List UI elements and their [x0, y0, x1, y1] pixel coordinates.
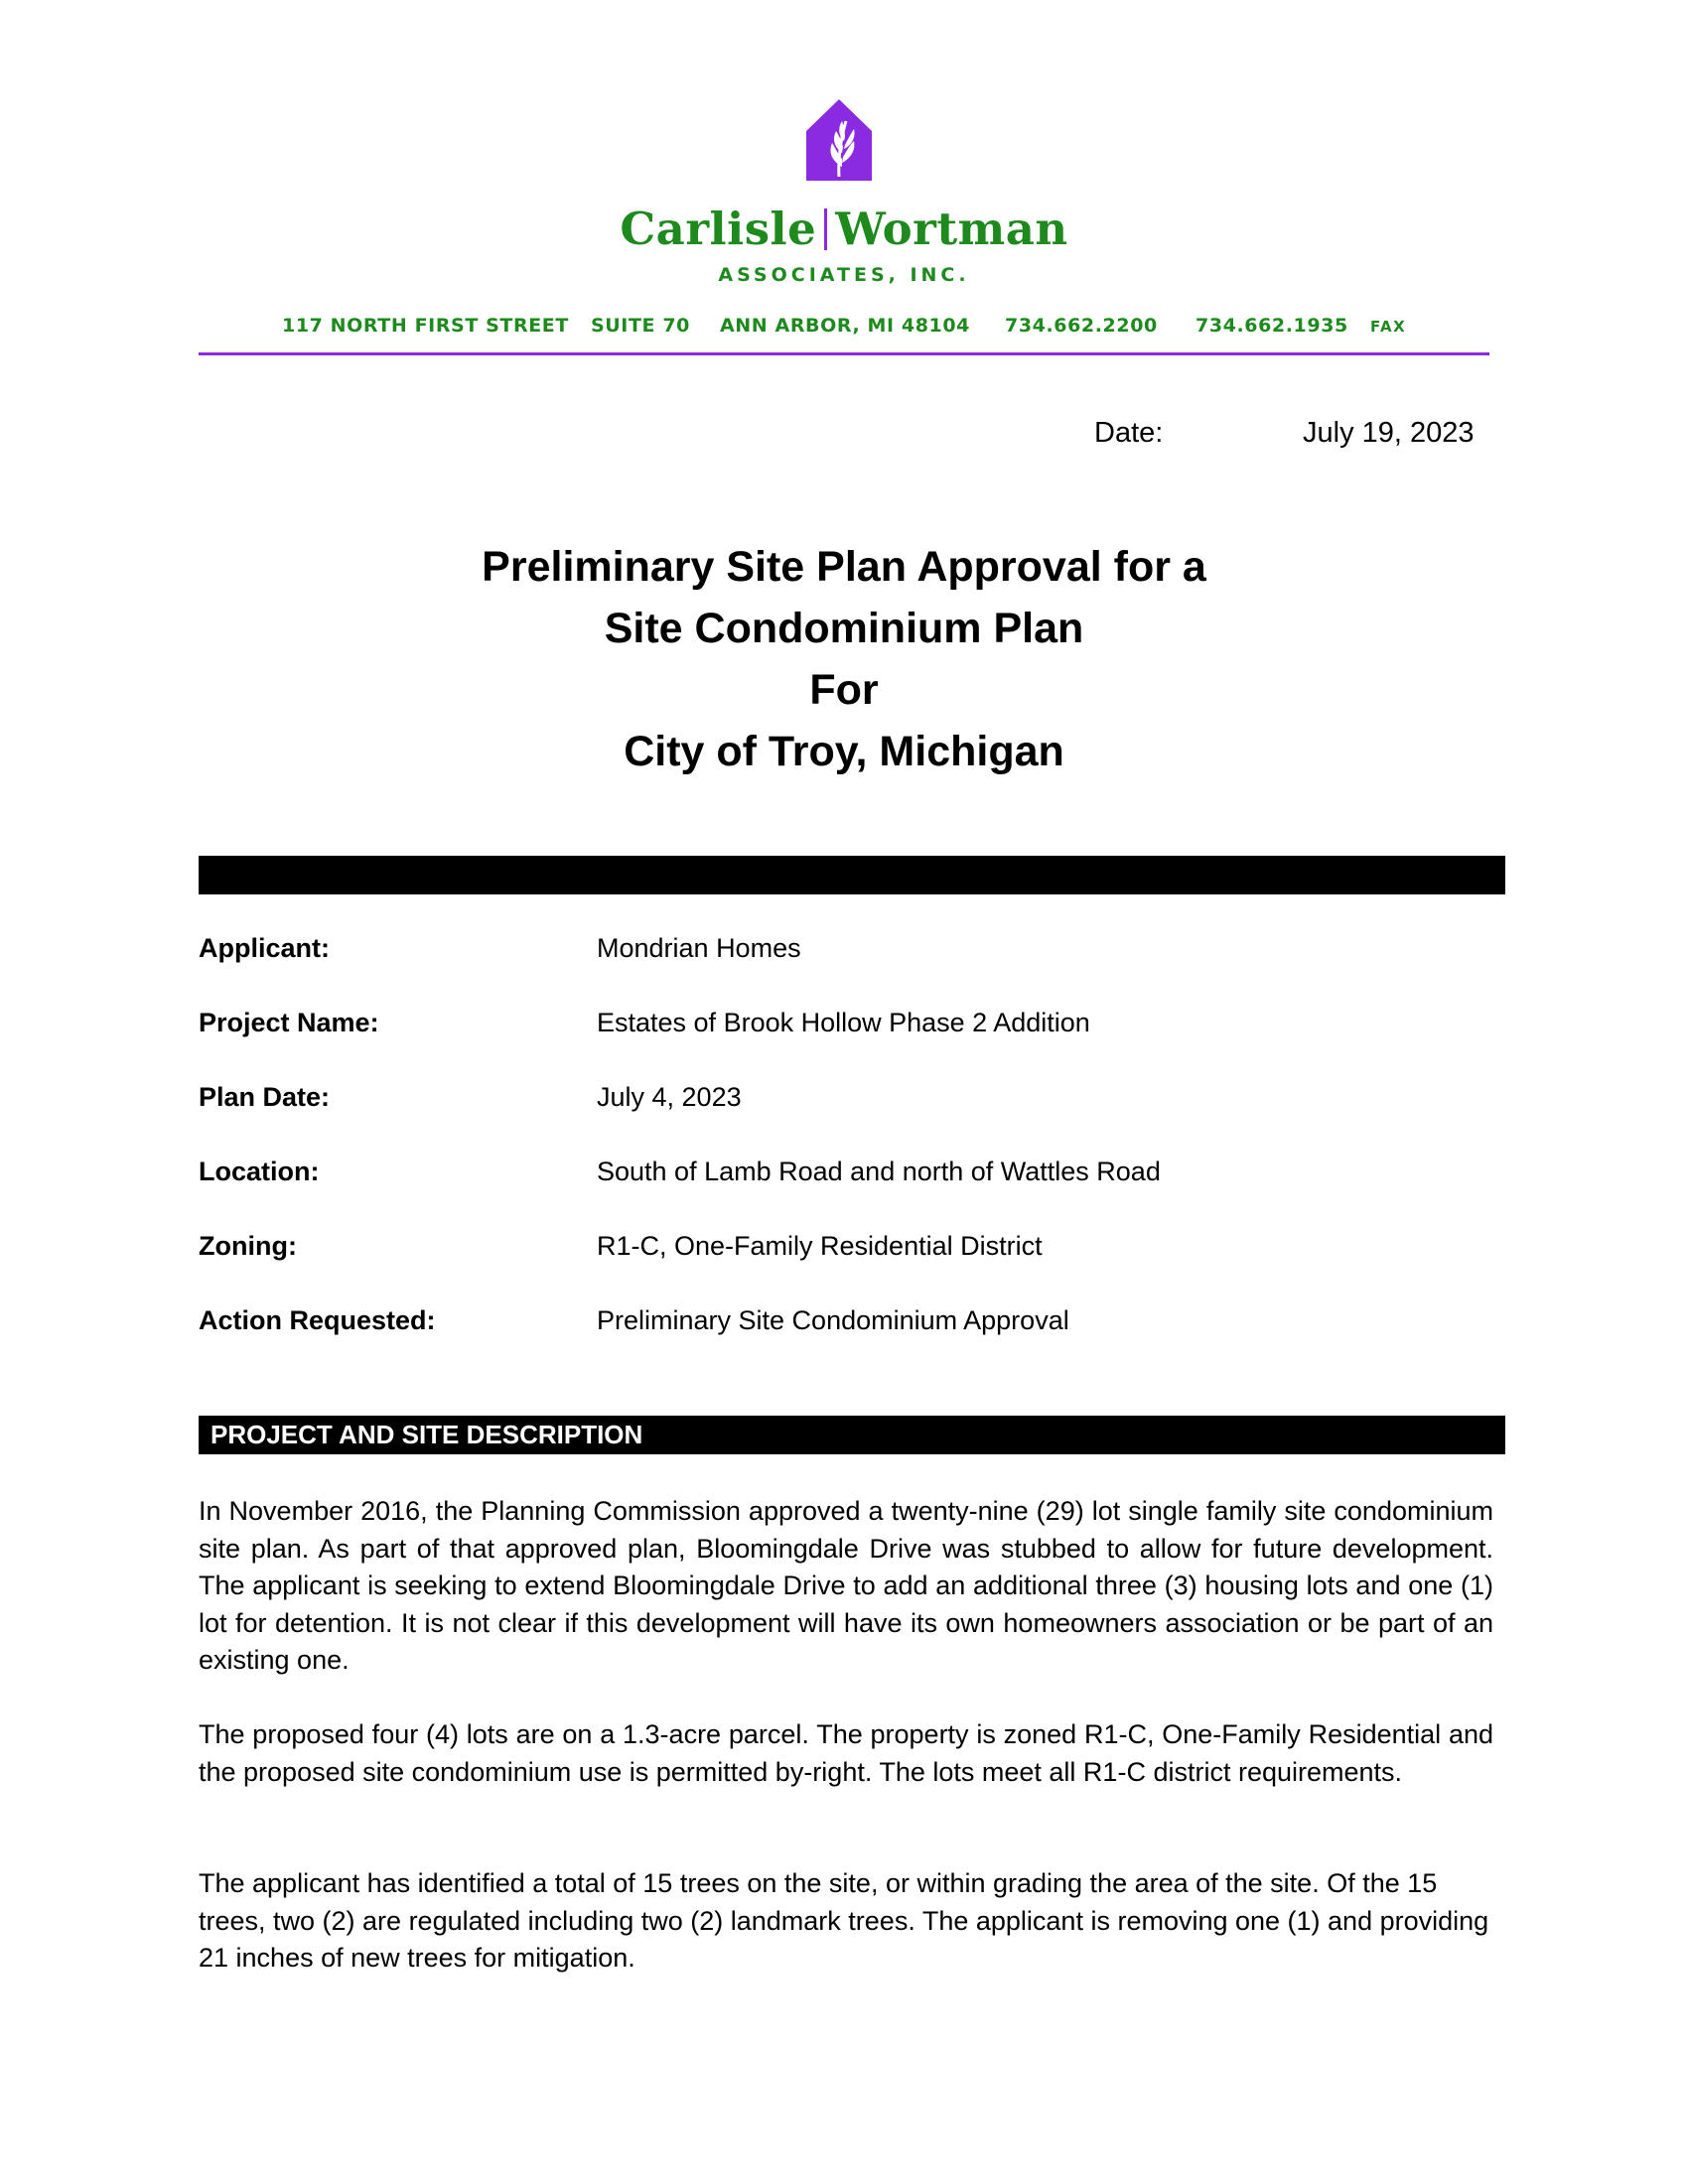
- address-suite: SUITE 70: [591, 315, 690, 337]
- title-line: For: [809, 666, 879, 714]
- company-name-right: Wortman: [835, 203, 1068, 255]
- paragraph: In November 2016, the Planning Commission approved a twenty-nine (29) lot single family site condominium site plan. As part of that approved plan, Bloomingdale Drive was stubbed to allow for future development. The applicant is seeking to extend Bloomingdale Drive to add an additional three (3) housing lots and one (1) lot for detention. It is not clear if this development will have its own homeowners association or be part of an existing one.: [199, 1496, 1493, 1675]
- company-name: [0, 203, 1688, 255]
- info-label: Location:: [199, 1157, 320, 1186]
- info-row-action-requested: [199, 1305, 1505, 1345]
- address-phone: 734.662.2200: [1005, 315, 1158, 337]
- paragraph: The proposed four (4) lots are on a 1.3-acre parcel. The property is zoned R1-C, One-Family Residential and the proposed site condominium use is permitted by-right. The lots meet all R1-C district requirements.: [199, 1719, 1493, 1787]
- title-line: City of Troy, Michigan: [624, 728, 1064, 775]
- info-label: Zoning:: [199, 1231, 297, 1261]
- letterhead-divider: [199, 352, 1489, 355]
- company-subtitle: ASSOCIATES, INC.: [718, 264, 970, 286]
- date-value: July 19, 2023: [1303, 417, 1475, 449]
- section-heading: PROJECT AND SITE DESCRIPTION: [199, 1416, 1505, 1454]
- info-label: Applicant:: [199, 933, 330, 963]
- date-label: Date:: [1094, 417, 1164, 449]
- company-name-left: Carlisle: [620, 203, 817, 255]
- brand-divider: [824, 208, 827, 250]
- house-leaf-icon: [802, 97, 876, 185]
- info-value: Preliminary Site Condominium Approval: [597, 1305, 1069, 1335]
- info-value: South of Lamb Road and north of Wattles Road: [597, 1157, 1161, 1186]
- title-divider-bar: [199, 856, 1505, 894]
- info-value: July 4, 2023: [597, 1082, 742, 1112]
- address-fax-number: 734.662.1935: [1196, 315, 1348, 337]
- title-line: Preliminary Site Plan Approval for a: [482, 543, 1206, 591]
- info-row-plan-date: [199, 1082, 1505, 1122]
- info-label: Project Name:: [199, 1008, 379, 1037]
- document-title: [0, 536, 1688, 782]
- info-value: Mondrian Homes: [597, 933, 801, 963]
- title-line: Site Condominium Plan: [604, 605, 1084, 652]
- info-value: R1-C, One-Family Residential District: [597, 1231, 1043, 1261]
- info-row-location: [199, 1157, 1505, 1196]
- info-value: Estates of Brook Hollow Phase 2 Addition: [597, 1008, 1090, 1037]
- info-row-zoning: [199, 1231, 1505, 1271]
- info-row-applicant: [199, 933, 1505, 973]
- address-city: ANN ARBOR, MI 48104: [720, 315, 970, 337]
- info-label: Plan Date:: [199, 1082, 331, 1112]
- paragraph: The applicant has identified a total of 15 trees on the site, or within grading the area of the site. Of the 15 trees, two (2) are regulated including two (2) landmark trees. The applicant is removing one (1) and providing 21 inches of new trees for mitigation.: [199, 1868, 1489, 1973]
- info-row-project-name: [199, 1008, 1505, 1047]
- info-label: Action Requested:: [199, 1305, 436, 1335]
- address-fax-label: FAX: [1370, 318, 1407, 336]
- address-street: 117 NORTH FIRST STREET: [282, 315, 569, 337]
